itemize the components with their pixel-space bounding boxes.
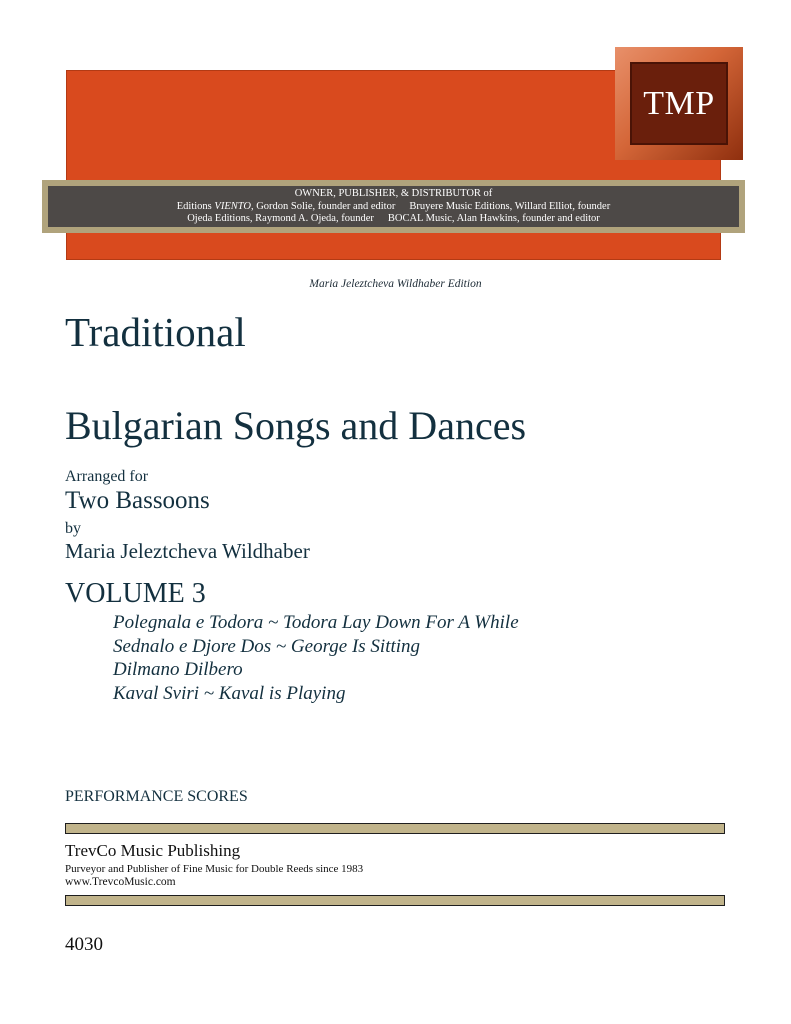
publisher-role-line: OWNER, PUBLISHER, & DISTRIBUTOR of bbox=[294, 188, 493, 199]
publisher-url: www.TrevcoMusic.com bbox=[65, 876, 176, 888]
by-label: by bbox=[65, 520, 81, 537]
instrumentation: Two Bassoons bbox=[65, 487, 210, 514]
publisher-name: TrevCo Music Publishing bbox=[65, 841, 241, 860]
ojeda-line: Ojeda Editions, Raymond A. Ojeda, founder bbox=[187, 213, 374, 224]
arranged-for-label: Arranged for bbox=[65, 468, 149, 485]
divider-top bbox=[65, 823, 725, 834]
publisher-line-2 bbox=[48, 201, 739, 214]
composer: Traditional bbox=[65, 309, 246, 355]
bocal-line: BOCAL Music, Alan Hawkins, founder and editor bbox=[387, 213, 600, 224]
bruyere-line: Bruyere Music Editions, Willard Elliot, founder bbox=[409, 200, 611, 212]
divider-bottom bbox=[65, 895, 725, 906]
arranger-name: Maria Jeleztcheva Wildhaber bbox=[65, 539, 310, 563]
performance-scores-label: PERFORMANCE SCORES bbox=[65, 788, 248, 805]
contents-item: Sednalo e Djore Dos ~ George Is Sitting bbox=[113, 635, 421, 657]
contents-item: Dilmano Dilbero bbox=[113, 659, 243, 680]
tmp-logo bbox=[615, 47, 743, 160]
volume-number: VOLUME 3 bbox=[65, 578, 206, 609]
catalog-number: 4030 bbox=[65, 934, 103, 955]
contents-list bbox=[113, 611, 519, 705]
contents-item: Polegnala e Todora ~ Todora Lay Down For A While bbox=[113, 612, 519, 633]
viento-prefix: Editions bbox=[176, 200, 215, 212]
viento-suffix: , Gordon Solie, founder and editor bbox=[250, 200, 396, 212]
viento-italic: VIENTO bbox=[214, 200, 251, 212]
publisher-bar bbox=[42, 180, 745, 233]
work-title: Bulgarian Songs and Dances bbox=[65, 403, 527, 448]
publisher-line-3 bbox=[48, 213, 739, 226]
contents-item: Kaval Sviri ~ Kaval is Playing bbox=[113, 682, 346, 704]
publisher-info bbox=[48, 186, 739, 227]
tmp-logo-text: TMP bbox=[643, 84, 715, 122]
publisher-tagline: Purveyor and Publisher of Fine Music for Double Reeds since 1983 bbox=[65, 863, 364, 875]
edition-credit: Maria Jeleztcheva Wildhaber Edition bbox=[309, 278, 482, 290]
